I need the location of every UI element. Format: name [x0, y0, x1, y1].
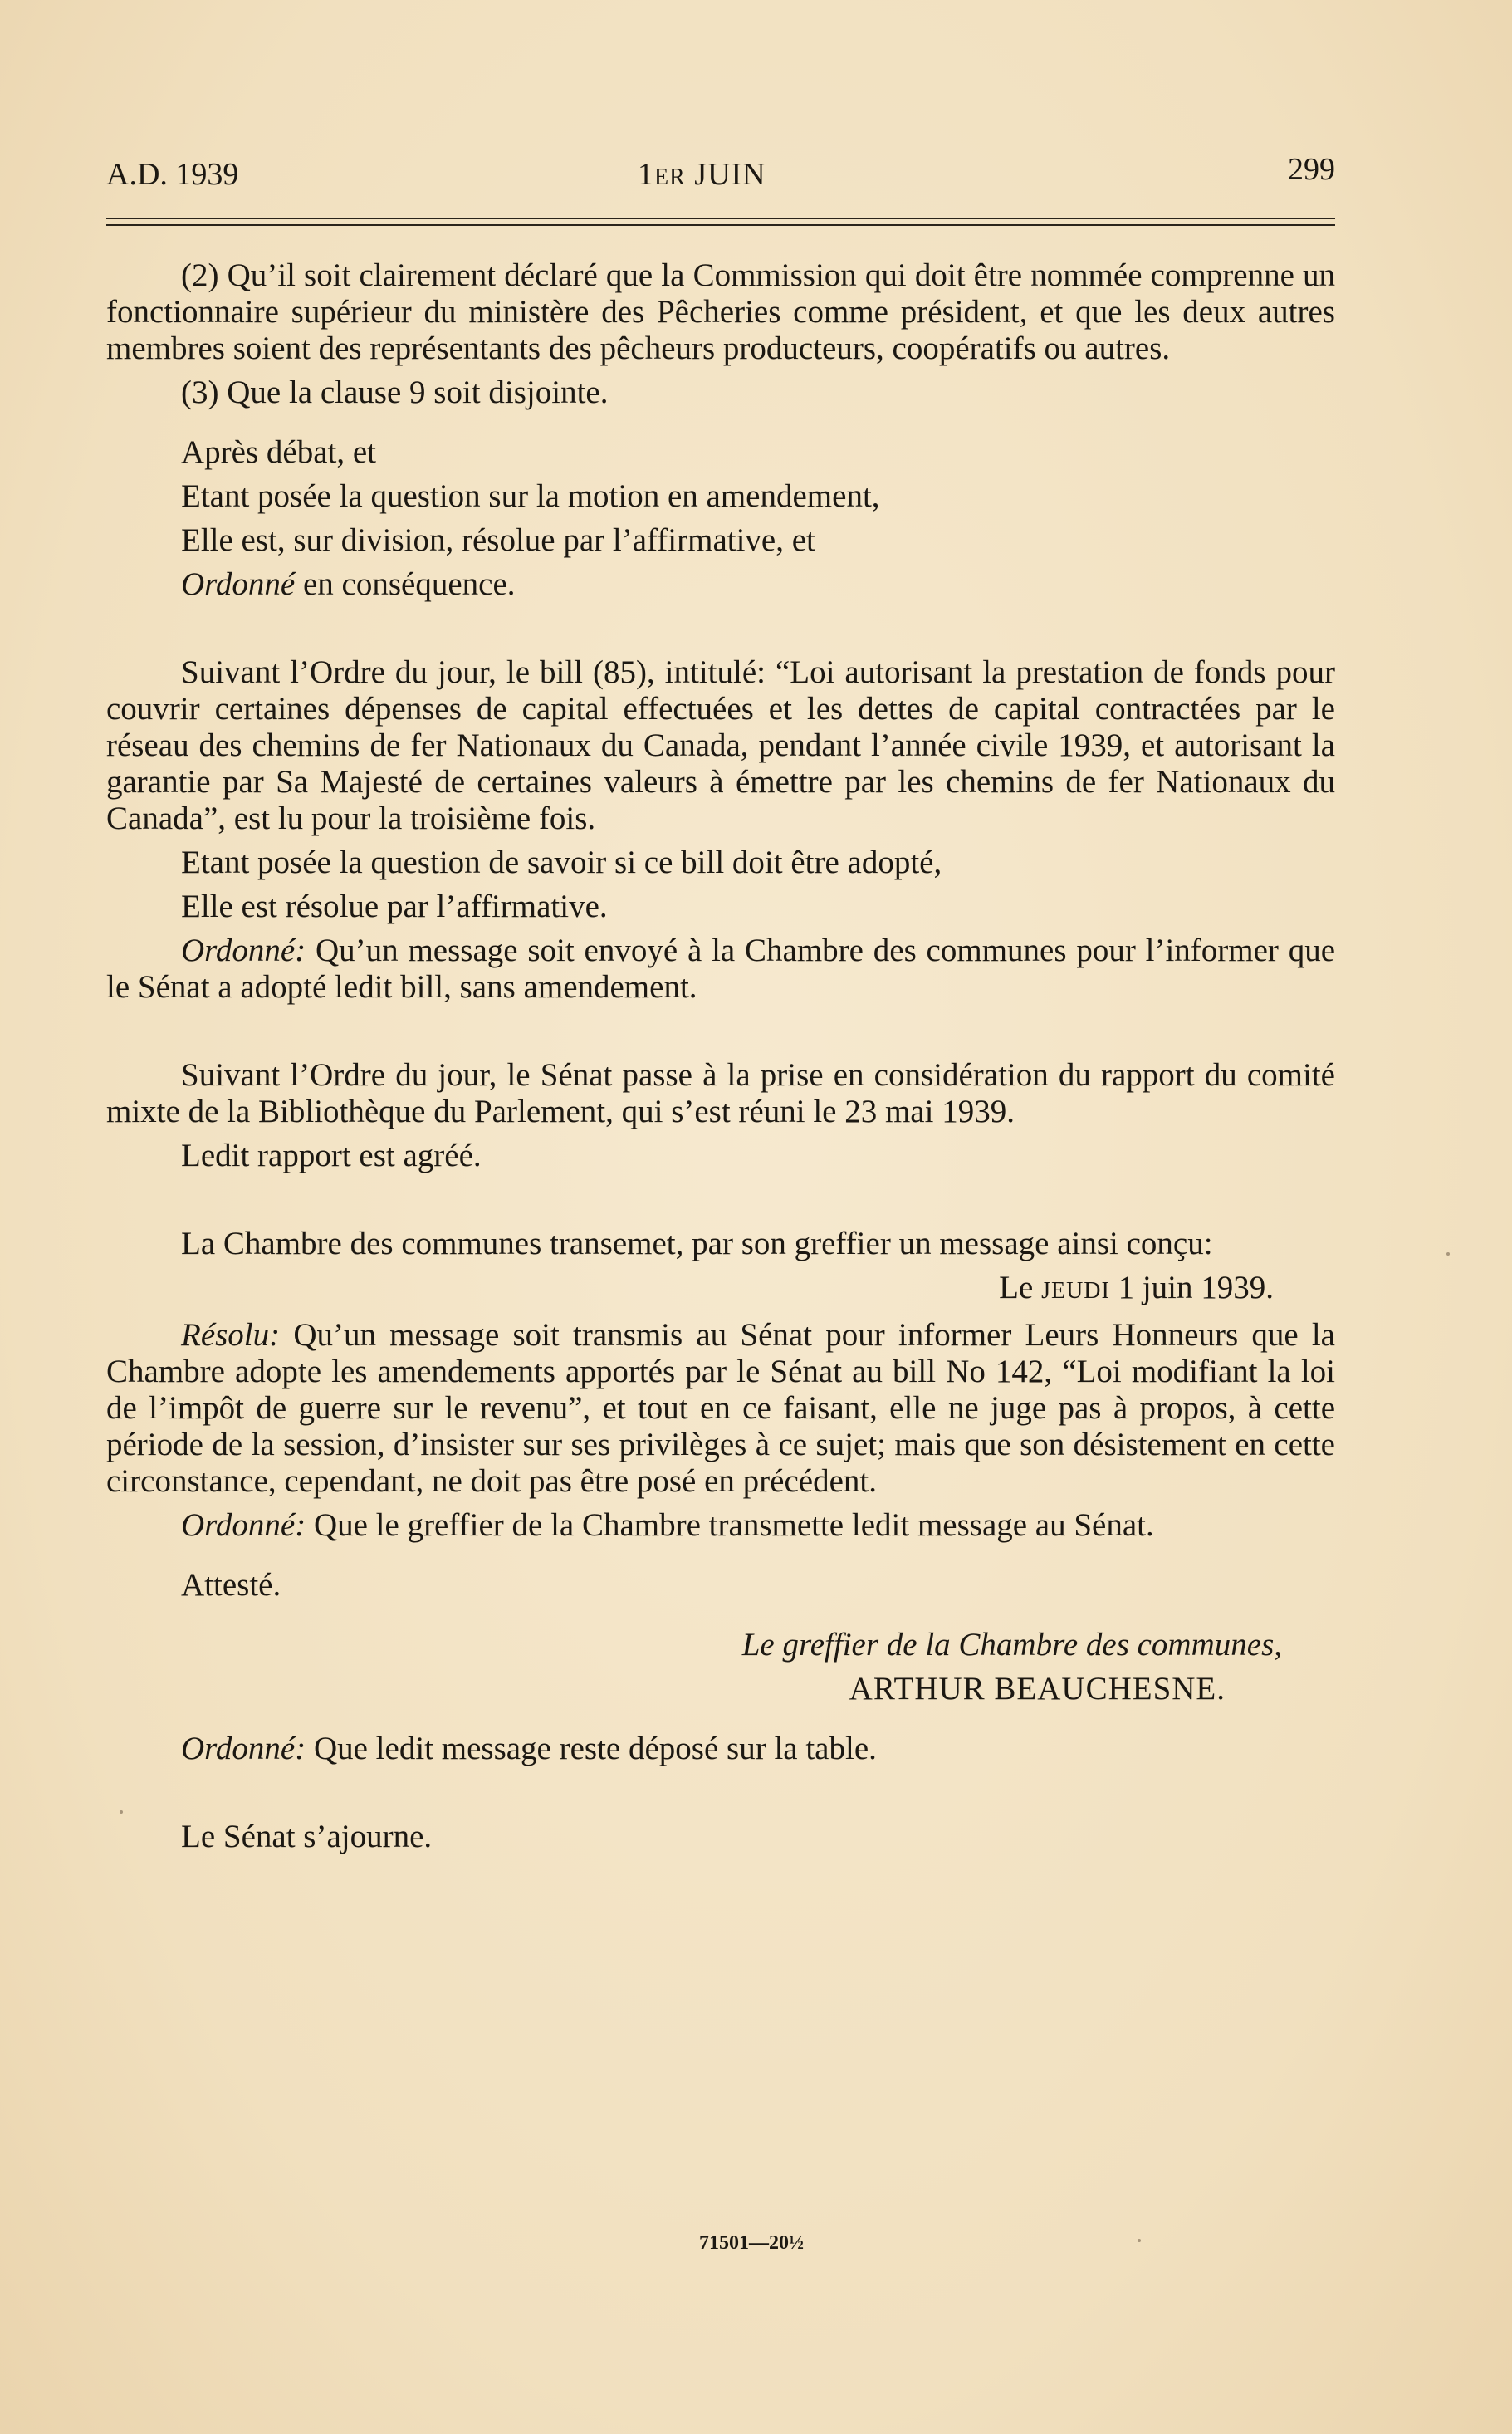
paragraph-ordonne-3: Ordonné: Que le greffier de la Chambre transmette ledit message au Sénat. [181, 1507, 1154, 1543]
signature-name: ARTHUR BEAUCHESNE. [849, 1671, 1226, 1707]
footer-print-code: 71501—20½ [699, 2232, 804, 2254]
paragraph-ordonne-4: Ordonné: Que ledit message reste déposé sur la table. [181, 1731, 877, 1766]
paragraph-question: Etant posée la question sur la motion en amendement, [181, 478, 880, 514]
paragraph-ordonne-1: Ordonné en conséquence. [181, 566, 516, 602]
running-header [106, 152, 1335, 206]
header-rule [106, 218, 1335, 219]
page-body [106, 257, 1335, 1855]
header-rule-second [106, 224, 1335, 226]
paragraph-bill-85: Suivant l’Ordre du jour, le bill (85), intitulé: “Loi autorisant la prestation de fonds pour couvrir certaines dépenses de capital effectuées et les dettes de capital contractées par le réseau des chemins de fer Nationaux du Canada, pendant l’année civile 1939, et autorisant la garantie par Sa Majesté de certaines valeurs à émettre par les chemins de fer Nationaux du Canada”, est lu pour la troisième fois. [106, 654, 1335, 836]
paragraph-resolue: Elle est résolue par l’affirmative. [181, 889, 608, 924]
paragraph-rapport: Suivant l’Ordre du jour, le Sénat passe à la prise en considération du rapport du comité mixte de la Bibliothèque du Parlement, qui s’est réuni le 23 mai 1939. [106, 1057, 1335, 1129]
paragraph-ajourne: Le Sénat s’ajourne. [181, 1819, 433, 1854]
paragraph-ordonne-2: Ordonné: Qu’un message soit envoyé à la Chambre des communes pour l’informer que le Sénat a adopté ledit bill, sans amendement. [106, 933, 1335, 1005]
message-date: Le JEUDI 1 juin 1939. [999, 1270, 1274, 1305]
header-year: A.D. 1939 [106, 157, 239, 192]
paragraph-message: La Chambre des communes transemet, par son greffier un message ainsi conçu: [181, 1226, 1213, 1261]
header-date: 1ER JUIN [638, 157, 766, 192]
scan-speck [1446, 1252, 1450, 1256]
scan-speck [120, 1810, 123, 1814]
paragraph-question-bill: Etant posée la question de savoir si ce bill doit être adopté, [181, 845, 942, 880]
scan-speck [1138, 2239, 1141, 2242]
page-number: 299 [1288, 152, 1335, 187]
paragraph-clause-2: (2) Qu’il soit clairement déclaré que la Commission qui doit être nommée comprenne un fonctionnaire supérieur du ministère des Pêcheries comme président, et que les deux autres membres soient des représentants des pêcheurs producteurs, coopératifs ou autres. [106, 257, 1335, 366]
paragraph-clause-3: (3) Que la clause 9 soit disjointe. [181, 375, 609, 410]
paragraph-resolu: Résolu: Qu’un message soit transmis au Sénat pour informer Leurs Honneurs que la Chambre adopte les amendements apportés par le Sénat au bill No 142, “Loi modifiant la loi de l’impôt de guerre sur le revenu”, et tout en ce faisant, elle ne juge pas à propos, à cette période de la session, d’insister sur ses privilèges à ce sujet; mais que son désistement en cette circonstance, cependant, ne doit pas être posé en précédent. [106, 1317, 1335, 1499]
signature-role: Le greffier de la Chambre des communes, [741, 1627, 1282, 1663]
paragraph-agree: Ledit rapport est agréé. [181, 1138, 482, 1173]
paragraph-debate: Après débat, et [181, 434, 376, 470]
paragraph-atteste: Attesté. [181, 1567, 281, 1603]
paragraph-division: Elle est, sur division, résolue par l’affirmative, et [181, 522, 815, 558]
